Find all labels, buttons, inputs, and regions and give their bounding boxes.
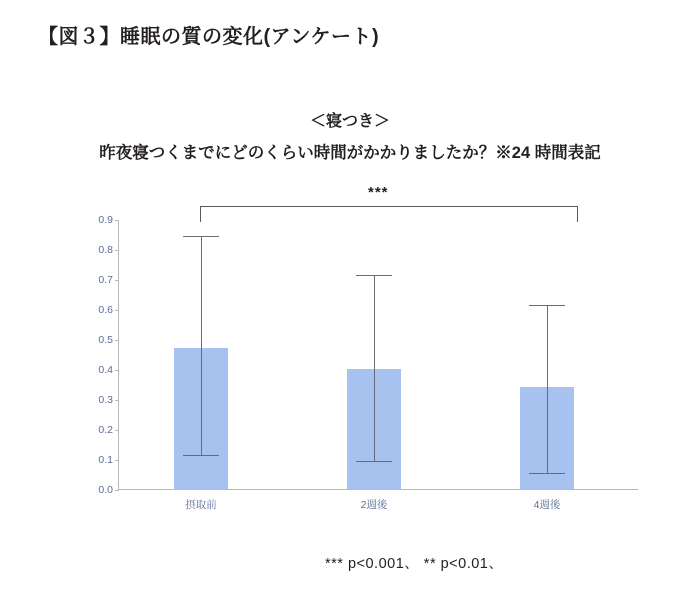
y-tick-mark [115, 280, 119, 281]
error-bar-1 [374, 276, 375, 462]
y-tick-label-0: 0.0 [98, 484, 113, 496]
significance-marker: *** [368, 184, 389, 201]
error-cap-upper-2 [529, 305, 565, 306]
y-tick-label-1: 0.1 [98, 454, 113, 466]
significance-footnote: *** p<0.001、 ** p<0.01、 [325, 556, 504, 572]
figure-title: 【図３】睡眠の質の変化(アンケート) [38, 26, 380, 48]
error-bar-2 [547, 306, 548, 474]
y-tick-label-7: 0.7 [98, 274, 113, 286]
y-tick-mark [115, 250, 119, 251]
error-cap-lower-2 [529, 473, 565, 474]
y-tick-label-6: 0.6 [98, 304, 113, 316]
error-cap-upper-0 [183, 236, 219, 237]
error-cap-lower-0 [183, 455, 219, 456]
y-tick-label-4: 0.4 [98, 364, 113, 376]
y-tick-mark [115, 370, 119, 371]
y-tick-label-5: 0.5 [98, 334, 113, 346]
y-tick-mark [115, 340, 119, 341]
error-cap-upper-1 [356, 275, 392, 276]
chart-axes [98, 214, 638, 511]
y-tick-label-3: 0.3 [98, 394, 113, 406]
y-tick-mark [115, 430, 119, 431]
y-tick-label-2: 0.2 [98, 424, 113, 436]
y-tick-mark [115, 460, 119, 461]
x-tick-label-0: 摂取前 [185, 499, 217, 511]
chart-heading-line2: 昨夜寝つくまでにどのくらい時間がかかりましたか？※24 時間表記 [99, 144, 601, 162]
y-tick-label-8: 0.8 [98, 244, 113, 256]
chart-plot-area [78, 180, 678, 540]
error-cap-lower-1 [356, 461, 392, 462]
chart-heading-line1: ＜寝つき＞ [309, 113, 390, 130]
x-tick-label-2: 4週後 [533, 499, 561, 511]
y-tick-mark [115, 400, 119, 401]
y-tick-mark [115, 310, 119, 311]
y-tick-mark [115, 220, 119, 221]
error-bar-0 [201, 237, 202, 456]
y-tick-mark [115, 490, 119, 491]
y-tick-label-9: 0.9 [98, 214, 113, 226]
x-tick-label-1: 2週後 [360, 499, 388, 511]
chart-heading [0, 108, 700, 163]
